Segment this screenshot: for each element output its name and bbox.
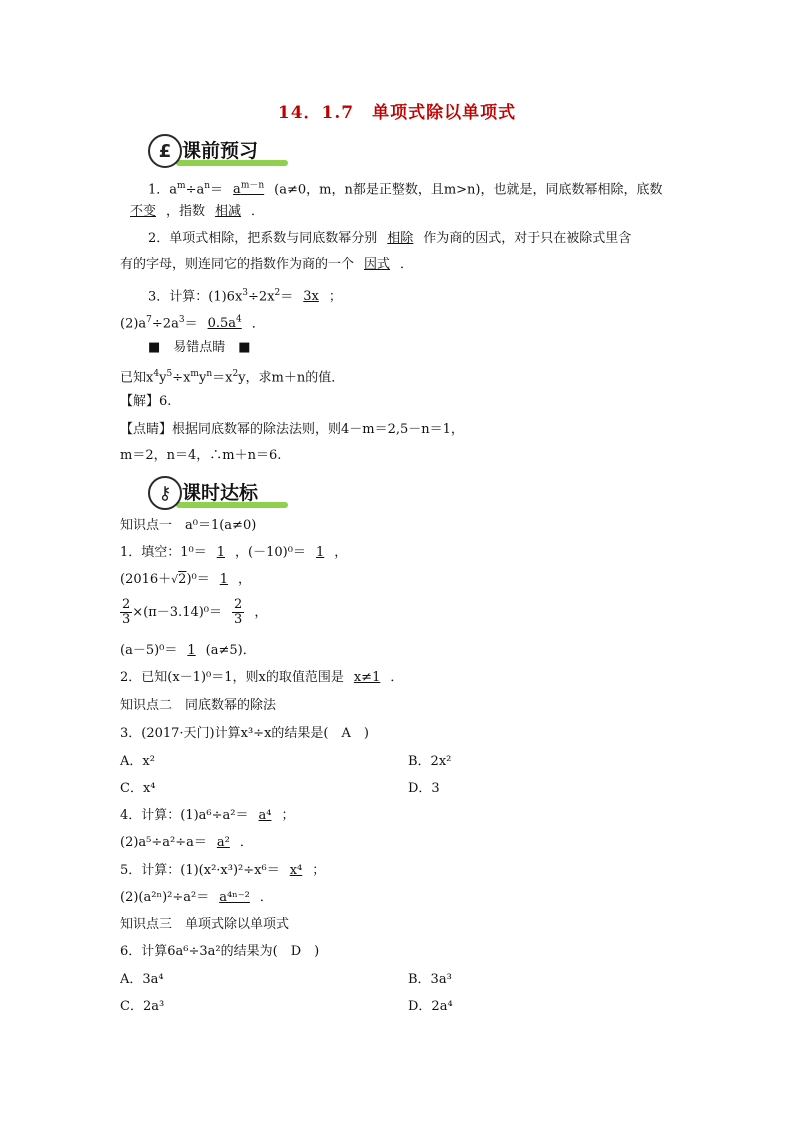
preview-q3-line2: $(2)a^7\div 2a^3= 0.5a^4$ ． — [120, 315, 265, 332]
knowledge-point-2: 知识点二 同底数幂的除法 — [120, 698, 277, 713]
fraction: $\frac{2}{3}$ — [122, 597, 131, 627]
preview-q2-line2: 有的字母，则连同它的指数作为商的一个 因式 ． — [120, 257, 414, 272]
sqrt-symbol: √ — [171, 573, 179, 586]
practice-q3-option-b: B．2x² — [408, 754, 452, 769]
practice-q6-option-b: B．3a³ — [408, 972, 452, 987]
errors-note-line2: m＝2，n＝4，∴m＋n＝6. — [120, 448, 282, 463]
practice-q4-line1: 4．计算：(1)a⁶÷a²＝ a⁴ ； — [120, 808, 295, 823]
errors-solution: 【解】6. — [120, 394, 172, 409]
section-label-preview: 课前预习 — [182, 140, 259, 162]
errors-note-line1: 【点睛】根据同底数幂的除法法则，则4－m＝2,5－n＝1， — [120, 422, 464, 437]
preview-q1-line2: 不变 ，指数 相减 ． — [130, 204, 265, 219]
errors-heading: ■ 易错点睛 ■ — [148, 340, 251, 355]
fraction-answer: $\frac{2}{3}$ — [234, 597, 243, 627]
practice-q5-line2: (2)(a²ⁿ)²÷a²＝ a⁴ⁿ⁻² ． — [120, 890, 273, 905]
practice-q4-line2: (2)a⁵÷a²÷a＝ a² ． — [120, 835, 253, 850]
practice-q1-line3: $\frac{2}{3}$ ×(π－3.14)⁰＝ $\frac{2}{3}$ ， — [122, 597, 268, 627]
practice-q2: 2．已知(x－1)⁰＝1，则x的取值范围是 x≠1 ． — [120, 670, 404, 685]
practice-q3-option-c: C．x⁴ — [120, 781, 156, 796]
knowledge-point-1: 知识点一 a⁰＝1(a≠0) — [120, 518, 257, 533]
practice-q6-option-d: D．2a⁴ — [408, 999, 453, 1014]
errors-question: 已知$x^4y^5\div x^my^n=x^2y$，求m＋n的值． — [120, 369, 345, 386]
knowledge-point-3: 知识点三 单项式除以单项式 — [120, 917, 290, 932]
practice-q1-line2: (2016＋√2)⁰＝ 1 ， — [120, 572, 252, 587]
preview-q2-line1: 2．单项式相除，把系数与同底数幂分别 相除 作为商的因式，对于只在被除式里含 — [148, 231, 632, 246]
practice-q6: 6．计算6a⁶÷3a²的结果为( D ) — [120, 944, 320, 959]
practice-q6-option-c: C．2a³ — [120, 999, 165, 1014]
preview-q3-line1: 3．计算：$(1)6x^3\div 2x^2= 3x$ ； — [148, 288, 342, 305]
key-badge-icon: ⚷ — [148, 476, 182, 510]
practice-q6-option-a: A．3a⁴ — [120, 972, 164, 987]
practice-q5-line1: 5．计算：(1)(x²·x³)²÷x⁶＝ x⁴ ； — [120, 863, 326, 878]
preview-q1-line1: 1．$a^m\div a^n= a^{m-n}$ (a≠0，m，n都是正整数，且m>n)，也就是，同底数幂相除，底数 — [148, 181, 663, 198]
practice-q1-line4: (a－5)⁰＝ 1 (a≠5)． — [120, 643, 256, 658]
practice-q3-option-d: D．3 — [408, 781, 440, 796]
practice-q3: 3．(2017·天门)计算x³÷x的结果是( A ) — [120, 726, 369, 741]
section-label-practice: 课时达标 — [182, 482, 259, 504]
page-title: 14．1.7 单项式除以单项式 — [277, 103, 517, 123]
pound-badge-icon: £ — [148, 134, 182, 168]
practice-q1-line1: 1．填空：1⁰＝ 1 ，(－10)⁰＝ 1 ， — [120, 545, 348, 560]
practice-q3-option-a: A．x² — [120, 754, 155, 769]
